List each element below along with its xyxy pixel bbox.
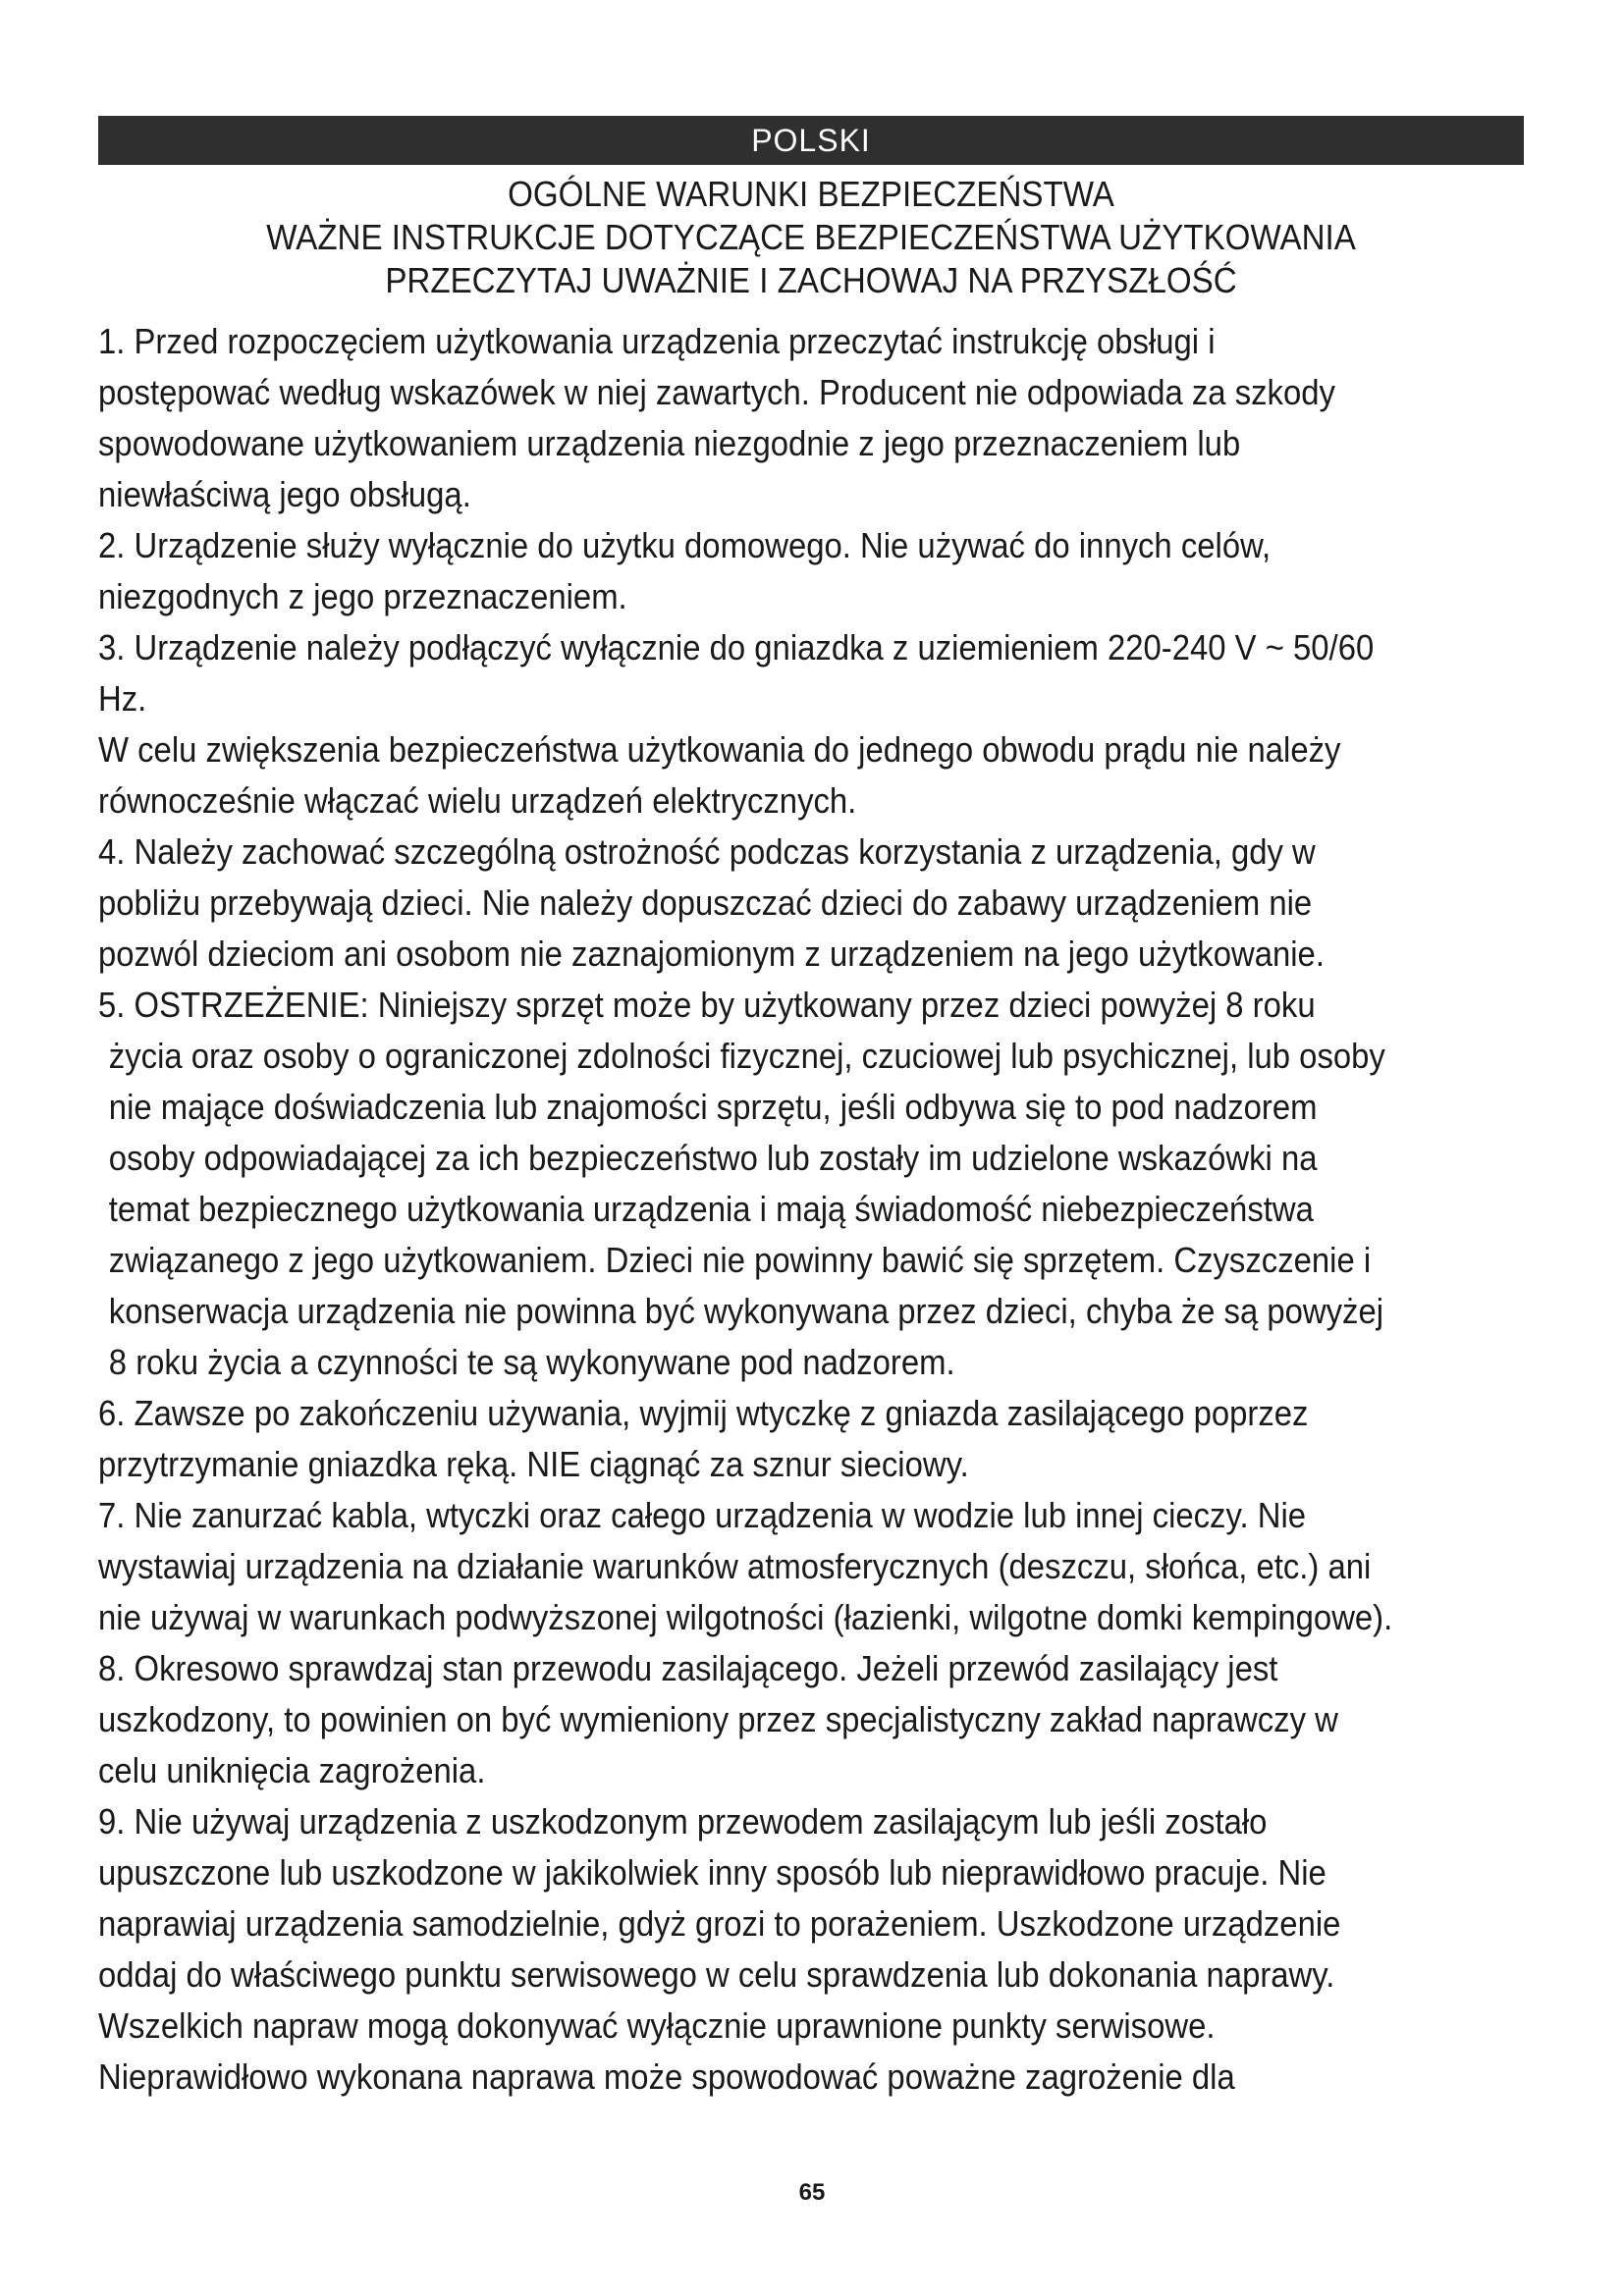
text-line: pozwól dzieciom ani osobom nie zaznajomionym z urządzeniem na jego użytkowanie.: [98, 934, 1325, 974]
text-line: postępować według wskazówek w niej zawartych. Producent nie odpowiada za szkody: [98, 372, 1335, 412]
language-header-bar: [98, 116, 1524, 165]
text-line: 8 roku życia a czynności te są wykonywane pod nadzorem.: [108, 1342, 955, 1382]
text-line: równocześnie włączać wielu urządzeń elektrycznych.: [98, 780, 857, 821]
text-line: 1. Przed rozpoczęciem użytkowania urządzenia przeczytać instrukcję obsługi i: [98, 321, 1216, 361]
text-line: celu uniknięcia zagrożenia.: [98, 1750, 486, 1790]
safety-titles: [155, 173, 1467, 302]
text-line: życia oraz osoby o ograniczonej zdolności fizycznej, czuciowej lub psychicznej, lub osoby: [108, 1036, 1385, 1076]
text-line: naprawiaj urządzenia samodzielnie, gdyż grozi to porażeniem. Uszkodzone urządzenie: [98, 1903, 1341, 1944]
text-line: 8. Okresowo sprawdzaj stan przewodu zasilającego. Jeżeli przewód zasilający jest: [98, 1648, 1278, 1688]
title-important-instructions: WAŻNE INSTRUKCJE DOTYCZĄCE BEZPIECZEŃSTWA UŻYTKOWANIA: [266, 217, 1356, 257]
text-line: spowodowane użytkowaniem urządzenia niezgodnie z jego przeznaczeniem lub: [98, 423, 1241, 463]
text-line: W celu zwiększenia bezpieczeństwa użytkowania do jednego obwodu prądu nie należy: [98, 729, 1341, 770]
text-line: nie mające doświadczenia lub znajomości sprzętu, jeśli odbywa się to pod nadzorem: [108, 1087, 1318, 1127]
text-line: wystawiaj urządzenia na działanie warunków atmosferycznych (deszczu, słońca, etc.) ani: [98, 1546, 1372, 1586]
text-line: niezgodnych z jego przeznaczeniem.: [98, 576, 627, 616]
text-line: 5. OSTRZEŻENIE: Niniejszy sprzęt może by użytkowany przez dzieci powyżej 8 roku: [98, 985, 1316, 1025]
text-line: przytrzymanie gniazdka ręką. NIE ciągnąć za sznur sieciowy.: [98, 1444, 969, 1484]
text-line: oddaj do właściwego punktu serwisowego w celu sprawdzenia lub dokonania naprawy.: [98, 1954, 1335, 1995]
text-line: 3. Urządzenie należy podłączyć wyłącznie do gniazdka z uziemieniem 220-240 V ~ 50/60: [98, 627, 1375, 667]
safety-instructions-body: [98, 316, 1524, 2103]
text-line: związanego z jego użytkowaniem. Dzieci nie powinny bawić się sprzętem. Czyszczenie i: [108, 1240, 1372, 1280]
text-line: Nieprawidłowo wykonana naprawa może spowodować poważne zagrożenie dla: [98, 2056, 1235, 2097]
text-line: upuszczone lub uszkodzone w jakikolwiek inny sposób lub nieprawidłowo pracuje. Nie: [98, 1852, 1326, 1893]
text-line: temat bezpiecznego użytkowania urządzenia i mają świadomość niebezpieczeństwa: [108, 1189, 1314, 1229]
text-line: nie używaj w warunkach podwyższonej wilgotności (łazienki, wilgotne domki kempingowe).: [98, 1597, 1393, 1637]
text-line: 2. Urządzenie służy wyłącznie do użytku domowego. Nie używać do innych celów,: [98, 525, 1272, 565]
text-line: 4. Należy zachować szczególną ostrożność podczas korzystania z urządzenia, gdy w: [98, 831, 1316, 872]
text-line: 9. Nie używaj urządzenia z uszkodzonym przewodem zasilającym lub jeśli zostało: [98, 1801, 1268, 1842]
language-label: POLSKI: [751, 123, 871, 158]
page-number: 65: [798, 2179, 826, 2206]
text-line: 7. Nie zanurzać kabla, wtyczki oraz całego urządzenia w wodzie lub innej cieczy. Nie: [98, 1495, 1307, 1535]
text-line: Hz.: [98, 678, 147, 719]
text-line: uszkodzony, to powinien on być wymieniony przez specjalistyczny zakład naprawczy w: [98, 1699, 1338, 1739]
text-line: pobliżu przebywają dzieci. Nie należy dopuszczać dzieci do zabawy urządzeniem nie: [98, 882, 1313, 923]
text-line: Wszelkich napraw mogą dokonywać wyłącznie uprawnione punkty serwisowe.: [98, 2005, 1216, 2046]
text-line: osoby odpowiadającej za ich bezpieczeństwo lub zostały im udzielone wskazówki na: [108, 1138, 1318, 1178]
text-line: niewłaściwą jego obsługą.: [98, 474, 471, 514]
text-line: 6. Zawsze po zakończeniu używania, wyjmij wtyczkę z gniazda zasilającego poprzez: [98, 1393, 1309, 1433]
text-line: konserwacja urządzenia nie powinna być wykonywana przez dzieci, chyba że są powyżej: [108, 1291, 1384, 1331]
title-general-safety: OGÓLNE WARUNKI BEZPIECZEŃSTWA: [508, 174, 1114, 214]
title-read-carefully: PRZECZYTAJ UWAŻNIE I ZACHOWAJ NA PRZYSZŁOŚĆ: [385, 260, 1237, 300]
